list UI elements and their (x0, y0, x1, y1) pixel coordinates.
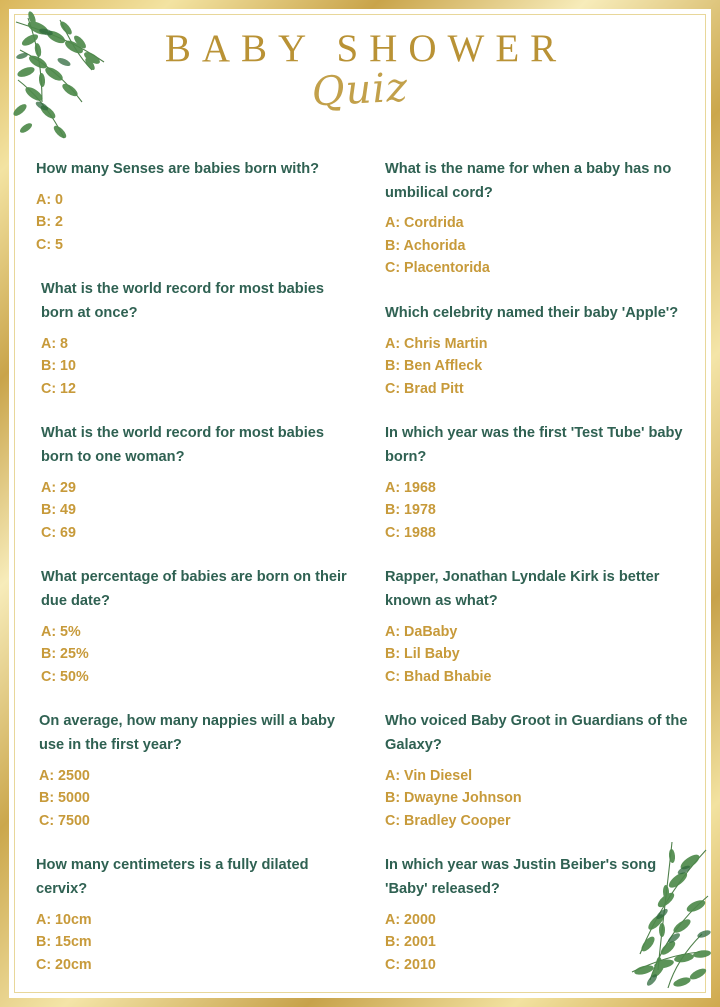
quiz-item (36, 566, 347, 688)
answer-option-b[interactable]: B: 5000 (39, 790, 90, 807)
answer-option-c[interactable]: C: 5 (36, 236, 64, 253)
page-title (0, 26, 720, 116)
question-text: What is the world record for most babies born at once? (41, 281, 324, 322)
answer-option-a[interactable]: A: 10cm (36, 911, 92, 928)
answer-option-c[interactable]: C: Brad Pitt (385, 380, 464, 397)
question-text: What is the name for when a baby has no umbilical cord? (385, 161, 672, 201)
answer-option-a[interactable]: A: 1968 (385, 479, 436, 496)
answer-option-b[interactable]: B: 25% (41, 646, 89, 663)
answer-option-c[interactable]: C: 12 (41, 380, 76, 397)
quiz-item (36, 278, 347, 400)
answer-option-b[interactable]: B: 10 (41, 358, 76, 375)
quiz-item (385, 566, 694, 688)
question-text: Which celebrity named their baby 'Apple'? (385, 305, 679, 322)
answer-option-b[interactable]: B: 49 (41, 502, 76, 519)
answer-option-c[interactable]: C: 7500 (39, 812, 90, 829)
answer-option-b[interactable]: B: 2 (36, 214, 64, 231)
answer-option-c[interactable]: C: Bhad Bhabie (385, 668, 492, 685)
answer-option-a[interactable]: A: 29 (41, 479, 76, 496)
quiz-item (385, 854, 694, 976)
quiz-item (385, 302, 694, 400)
quiz-column-right (365, 158, 694, 998)
answer-option-c[interactable]: C: 2010 (385, 956, 436, 973)
quiz-item (36, 854, 347, 976)
question-text: How many centimeters is a fully dilated cervix? (36, 857, 309, 898)
answer-option-a[interactable]: A: Chris Martin (385, 335, 488, 352)
answer-option-a[interactable]: A: 8 (41, 335, 69, 352)
answer-option-b[interactable]: B: Ben Affleck (385, 358, 483, 375)
answer-option-c[interactable]: C: 69 (41, 524, 76, 541)
answer-option-c[interactable]: C: 50% (41, 668, 89, 685)
answer-option-a[interactable]: A: 2500 (39, 767, 90, 784)
quiz-item (385, 422, 694, 544)
answer-option-a[interactable]: A: 0 (36, 191, 64, 208)
question-text: What is the world record for most babies born to one woman? (41, 425, 324, 466)
answer-option-a[interactable]: A: Cordrida (385, 215, 464, 232)
answer-option-b[interactable]: B: Lil Baby (385, 646, 460, 663)
answer-option-c[interactable]: C: Bradley Cooper (385, 812, 511, 829)
quiz-column-left (36, 158, 365, 998)
question-text: What percentage of babies are born on their due date? (41, 569, 347, 610)
answer-option-a[interactable]: A: Vin Diesel (385, 767, 473, 784)
answer-option-c[interactable]: C: Placentorida (385, 260, 490, 277)
question-text: In which year was the first 'Test Tube' baby born? (385, 425, 683, 466)
answer-option-b[interactable]: B: 1978 (385, 502, 436, 519)
quiz-item (36, 158, 347, 256)
question-text: Rapper, Jonathan Lyndale Kirk is better known as what? (385, 569, 660, 610)
answer-option-c[interactable]: C: 1988 (385, 524, 436, 541)
question-text: On average, how many nappies will a baby use in the first year? (39, 713, 336, 754)
title-main: BABY SHOWER (164, 27, 568, 70)
question-text: How many Senses are babies born with? (36, 161, 320, 177)
title-script: Quiz (310, 64, 410, 116)
answer-option-c[interactable]: C: 20cm (36, 956, 92, 973)
answer-option-b[interactable]: B: 15cm (36, 934, 92, 951)
question-text: Who voiced Baby Groot in Guardians of the Galaxy? (385, 713, 688, 754)
question-text: In which year was Justin Beiber's song 'Baby' released? (385, 857, 657, 898)
answer-option-a[interactable]: A: 5% (41, 623, 81, 640)
quiz-item (385, 710, 694, 832)
answer-option-b[interactable]: B: Dwayne Johnson (385, 790, 522, 807)
answer-option-a[interactable]: A: DaBaby (385, 623, 458, 640)
quiz-item (385, 158, 694, 280)
quiz-columns (0, 158, 720, 998)
answer-option-b[interactable]: B: 2001 (385, 934, 436, 951)
quiz-item (36, 422, 347, 544)
answer-option-b[interactable]: B: Achorida (385, 237, 466, 254)
answer-option-a[interactable]: A: 2000 (385, 911, 436, 928)
quiz-item (36, 710, 347, 832)
